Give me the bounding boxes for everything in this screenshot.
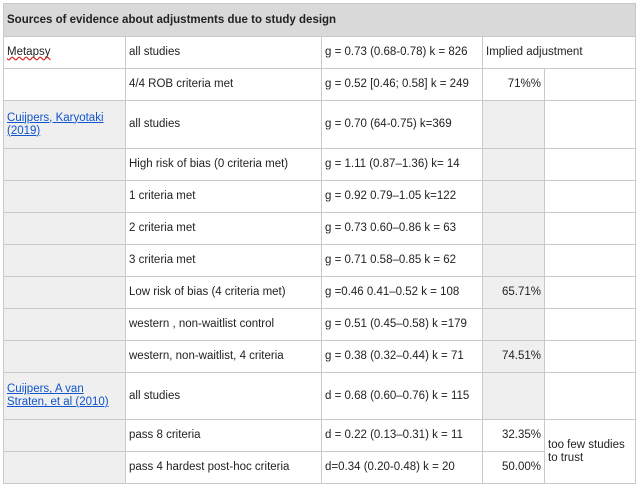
label-cell[interactable]: 3 criteria met <box>126 245 322 277</box>
stat-cell[interactable]: g = 0.38 (0.32–0.44) k = 71 <box>322 341 483 373</box>
label-cell[interactable]: pass 4 hardest post-hoc criteria <box>126 452 322 484</box>
stat-cell[interactable]: d = 0.68 (0.60–0.76) k = 115 <box>322 373 483 420</box>
source-cell[interactable] <box>4 149 126 181</box>
adjustment-cell[interactable]: 74.51% <box>483 341 545 373</box>
stat-cell[interactable]: g = 1.11 (0.87–1.36) k= 14 <box>322 149 483 181</box>
source-cell[interactable] <box>4 341 126 373</box>
source-cell[interactable] <box>4 373 126 420</box>
adjustment-cell[interactable] <box>483 213 545 245</box>
table-row <box>4 452 636 484</box>
label-cell[interactable]: 4/4 ROB criteria met <box>126 69 322 101</box>
table-row <box>4 181 636 213</box>
stat-cell[interactable]: g = 0.52 [0.46; 0.58] k = 249 <box>322 69 483 101</box>
label-cell[interactable]: Low risk of bias (4 criteria met) <box>126 277 322 309</box>
table-row <box>4 101 636 149</box>
stat-cell[interactable]: g =0.46 0.41–0.52 k = 108 <box>322 277 483 309</box>
source-cell[interactable] <box>4 181 126 213</box>
adjustment-cell[interactable]: 65.71% <box>483 277 545 309</box>
note-cell[interactable] <box>545 149 636 181</box>
source-cell[interactable] <box>4 309 126 341</box>
note-cell[interactable] <box>545 101 636 149</box>
label-cell[interactable]: all studies <box>126 373 322 420</box>
source-cell[interactable] <box>4 277 126 309</box>
evidence-table <box>3 3 636 484</box>
note-cell[interactable] <box>545 341 636 373</box>
source-link-cuijpers-2019[interactable]: Cuijpers, Karyotaki (2019) <box>7 111 104 137</box>
table-row <box>4 69 636 101</box>
table-row <box>4 277 636 309</box>
table-row <box>4 373 636 420</box>
note-cell[interactable] <box>545 181 636 213</box>
label-cell[interactable]: High risk of bias (0 criteria met) <box>126 149 322 181</box>
label-cell[interactable]: 1 criteria met <box>126 181 322 213</box>
note-cell[interactable] <box>545 277 636 309</box>
table-row <box>4 37 636 69</box>
stat-cell[interactable]: g = 0.71 0.58–0.85 k = 62 <box>322 245 483 277</box>
label-cell[interactable]: western, non-waitlist, 4 criteria <box>126 341 322 373</box>
adjustment-cell[interactable] <box>483 149 545 181</box>
note-cell[interactable] <box>545 245 636 277</box>
table-row <box>4 309 636 341</box>
stat-cell[interactable]: g = 0.73 (0.68-0.78) k = 826 <box>322 37 483 69</box>
table-row <box>4 245 636 277</box>
title-row <box>4 4 636 37</box>
table-row <box>4 420 636 452</box>
stat-cell[interactable]: d=0.34 (0.20-0.48) k = 20 <box>322 452 483 484</box>
label-cell[interactable]: all studies <box>126 101 322 149</box>
source-cell[interactable] <box>4 101 126 149</box>
source-cell[interactable] <box>4 213 126 245</box>
source-cell[interactable] <box>4 452 126 484</box>
table-row <box>4 341 636 373</box>
adjustment-cell[interactable]: 71%% <box>483 69 545 101</box>
adjustment-cell[interactable] <box>483 309 545 341</box>
stat-cell[interactable]: g = 0.70 (64-0.75) k=369 <box>322 101 483 149</box>
source-cell[interactable] <box>4 245 126 277</box>
source-metapsy[interactable]: Metapsy <box>7 46 51 58</box>
adjustment-cell[interactable]: 50.00% <box>483 452 545 484</box>
adjustment-cell[interactable] <box>483 373 545 420</box>
stat-cell[interactable]: g = 0.92 0.79–1.05 k=122 <box>322 181 483 213</box>
source-cell[interactable] <box>4 37 126 69</box>
adjustment-cell[interactable] <box>483 101 545 149</box>
note-cell[interactable] <box>545 309 636 341</box>
stat-cell[interactable]: g = 0.51 (0.45–0.58) k =179 <box>322 309 483 341</box>
label-cell[interactable]: western , non-waitlist control <box>126 309 322 341</box>
table-row <box>4 149 636 181</box>
source-cell[interactable] <box>4 69 126 101</box>
note-cell[interactable] <box>545 69 636 101</box>
table-title[interactable]: Sources of evidence about adjustments due to study design <box>4 4 636 37</box>
note-cell[interactable] <box>545 213 636 245</box>
source-cell[interactable] <box>4 420 126 452</box>
note-cell[interactable] <box>545 373 636 420</box>
label-cell[interactable]: pass 8 criteria <box>126 420 322 452</box>
note-cell[interactable]: too few studies to trust <box>545 420 636 484</box>
adjustment-cell[interactable] <box>483 245 545 277</box>
label-cell[interactable]: all studies <box>126 37 322 69</box>
adjustment-header-cell[interactable]: Implied adjustment <box>483 37 636 69</box>
adjustment-cell[interactable]: 32.35% <box>483 420 545 452</box>
table-row <box>4 213 636 245</box>
label-cell[interactable]: 2 criteria met <box>126 213 322 245</box>
stat-cell[interactable]: d = 0.22 (0.13–0.31) k = 11 <box>322 420 483 452</box>
stat-cell[interactable]: g = 0.73 0.60–0.86 k = 63 <box>322 213 483 245</box>
adjustment-cell[interactable] <box>483 181 545 213</box>
source-link-cuijpers-2010[interactable]: Cuijpers, A van Straten, et al (2010) <box>7 383 109 408</box>
